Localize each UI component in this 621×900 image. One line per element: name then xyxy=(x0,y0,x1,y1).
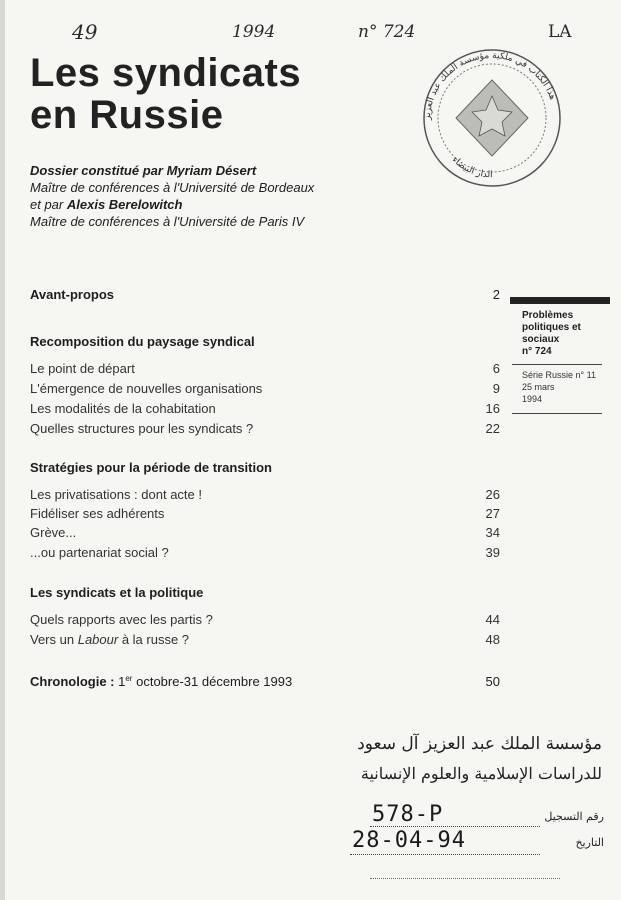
sidebar-bar xyxy=(510,297,610,304)
toc-entry: Grève... 34 xyxy=(30,525,500,540)
toc-chronologie: Chronologie : 1er octobre-31 décembre 1993 50 xyxy=(30,674,500,689)
handwritten-issue-number: n° 724 xyxy=(358,22,416,42)
handwritten-number-left: 49 xyxy=(72,20,98,44)
byline-author-2: et par Alexis Berelowitch xyxy=(30,197,183,212)
toc-entry: Fidéliser ses adhérents 27 xyxy=(30,506,500,521)
toc-section-1-title: Recomposition du paysage syndical xyxy=(30,334,255,349)
toc-section-3-title: Les syndicats et la politique xyxy=(30,585,204,600)
stamp-bottom-text: الدار البيضاء xyxy=(449,154,493,181)
byline-affiliation-2: Maître de conférences à l'Université de Paris IV xyxy=(30,214,305,229)
toc-section-2-title: Stratégies pour la période de transition xyxy=(30,460,272,475)
toc-entry: Vers un Labour à la russe ? 48 xyxy=(30,632,500,647)
registration-stamp xyxy=(330,730,610,895)
registration-date-line xyxy=(350,854,540,855)
title-line-2: en Russie xyxy=(30,93,224,137)
toc-entry: Quelles structures pour les syndicats ? 22 xyxy=(30,421,500,436)
publication-name: Problèmes politiques et sociaux n° 724 xyxy=(522,310,581,357)
registration-number-line xyxy=(370,826,540,827)
toc-entry: ...ou partenariat social ? 39 xyxy=(30,545,500,560)
page-title xyxy=(30,52,301,136)
publication-sidebar xyxy=(510,297,610,414)
toc-entry: Les modalités de la cohabitation 16 xyxy=(30,401,500,416)
sidebar-divider xyxy=(512,413,602,414)
registration-institution-sub: للدراسات الإسلامية والعلوم الإنسانية xyxy=(360,764,602,783)
library-stamp xyxy=(412,40,572,192)
registration-number-label: رقم التسجيل xyxy=(544,810,604,823)
page-edge xyxy=(0,0,5,900)
toc-entry: Le point de départ 6 xyxy=(30,361,500,376)
registration-number: 578-P xyxy=(372,802,444,827)
handwritten-code: LA xyxy=(548,22,572,42)
registration-date: 28-04-94 xyxy=(352,828,466,853)
sidebar-divider xyxy=(512,364,602,365)
handwritten-year: 1994 xyxy=(232,22,276,42)
byline-affiliation-1: Maître de conférences à l'Université de Bordeaux xyxy=(30,180,315,195)
toc-avant-propos: Avant-propos 2 xyxy=(30,287,500,302)
byline xyxy=(30,162,390,230)
publication-meta: Série Russie n° 11 25 mars 1994 xyxy=(522,370,596,404)
title-line-1: Les syndicats xyxy=(30,51,302,95)
registration-extra-line xyxy=(370,878,560,879)
byline-author-1: Dossier constitué par Myriam Désert xyxy=(30,163,257,178)
registration-institution: مؤسسة الملك عبد العزيز آل سعود xyxy=(357,734,602,754)
toc-entry: Quels rapports avec les partis ? 44 xyxy=(30,612,500,627)
toc-entry: L'émergence de nouvelles organisations 9 xyxy=(30,381,500,396)
toc-entry: Les privatisations : dont acte ! 26 xyxy=(30,487,500,502)
registration-date-label: التاريخ xyxy=(575,836,604,849)
stamp-top-text: هذا الكتاب في ملكية مؤسسة الملك عبد العزيز xyxy=(422,50,558,121)
